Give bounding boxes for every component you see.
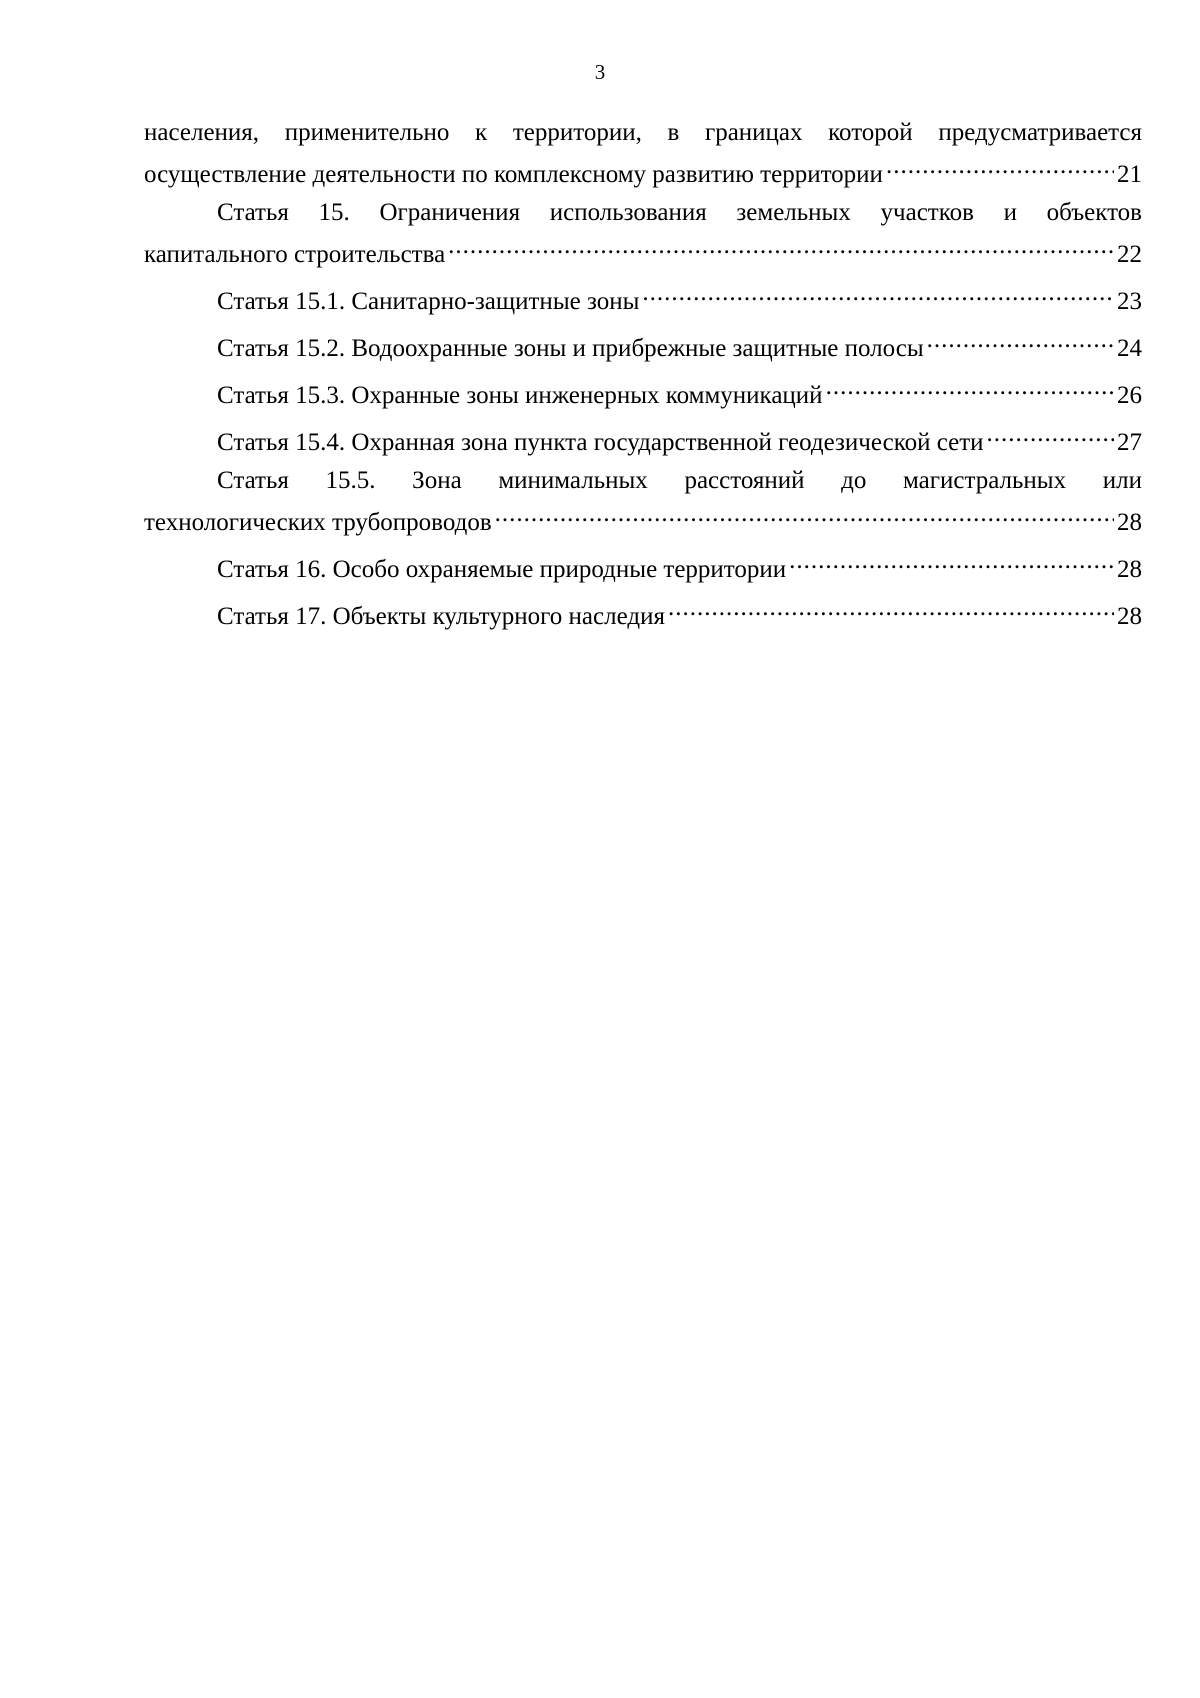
toc-entry-page: 28 xyxy=(1117,603,1142,630)
toc-entry-last-line xyxy=(144,323,1142,365)
toc-entry-text: Статья 15.3. Охранные зоны инженерных коммуникаций xyxy=(217,382,823,409)
toc-entry-page: 23 xyxy=(1117,288,1142,315)
dot-leader xyxy=(927,323,1114,356)
table-of-contents xyxy=(144,116,1142,638)
toc-entry-last-line xyxy=(144,544,1142,586)
toc-entry-article-15-1[interactable] xyxy=(144,276,1142,318)
toc-entry-page: 26 xyxy=(1117,382,1142,409)
page-number: 3 xyxy=(594,60,606,84)
toc-entry-article-16[interactable] xyxy=(144,544,1142,586)
toc-entry-text: Статья 17. Объекты культурного наследия xyxy=(217,603,665,630)
toc-entry-article-15-5[interactable] xyxy=(144,464,1142,539)
toc-entry-text: Статья 16. Особо охраняемые природные территории xyxy=(217,556,787,583)
toc-entry-last-line xyxy=(144,591,1142,633)
toc-entry-article-17[interactable] xyxy=(144,591,1142,633)
toc-entry-continuation xyxy=(144,116,1142,191)
toc-entry-page: 28 xyxy=(1117,556,1142,583)
dot-leader xyxy=(495,497,1114,530)
toc-entry-last-line xyxy=(144,276,1142,318)
dot-leader xyxy=(642,276,1114,309)
toc-entry-last-line xyxy=(144,149,1142,191)
dot-leader xyxy=(987,417,1114,450)
dot-leader xyxy=(789,544,1114,577)
toc-entry-text-line: населения, применительно к территории, в границах которой предусматривается xyxy=(144,119,1142,146)
toc-entry-page: 24 xyxy=(1117,335,1142,362)
toc-entry-text-line: Статья 15.5. Зона минимальных расстояний до магистральных или xyxy=(217,467,1142,494)
toc-entry-last-line xyxy=(144,229,1142,271)
toc-entry-article-15-4[interactable] xyxy=(144,417,1142,459)
toc-entry-page: 22 xyxy=(1117,241,1142,268)
toc-entry-text: осуществление деятельности по комплексному развитию территории xyxy=(144,161,883,188)
toc-entry-text-line: Статья 15. Ограничения использования земельных участков и объектов xyxy=(217,199,1142,226)
toc-entry-text: Статья 15.4. Охранная зона пункта государственной геодезической сети xyxy=(217,429,984,456)
toc-entry-text: капитального строительства xyxy=(144,241,446,268)
dot-leader xyxy=(448,229,1114,262)
dot-leader xyxy=(668,591,1114,624)
toc-entry-last-line xyxy=(144,497,1142,539)
dot-leader xyxy=(826,370,1114,403)
toc-entry-last-line xyxy=(144,417,1142,459)
dot-leader xyxy=(886,149,1114,182)
toc-entry-page: 27 xyxy=(1117,429,1142,456)
toc-entry-article-15-2[interactable] xyxy=(144,323,1142,365)
toc-entry-text: Статья 15.2. Водоохранные зоны и прибрежные защитные полосы xyxy=(217,335,924,362)
toc-entry-text: технологических трубопроводов xyxy=(144,509,492,536)
toc-entry-text: Статья 15.1. Санитарно-защитные зоны xyxy=(217,288,640,315)
toc-entry-article-15-3[interactable] xyxy=(144,370,1142,412)
toc-entry-page: 21 xyxy=(1117,161,1142,188)
toc-entry-article-15[interactable] xyxy=(144,196,1142,271)
toc-entry-last-line xyxy=(144,370,1142,412)
toc-entry-page: 28 xyxy=(1117,509,1142,536)
